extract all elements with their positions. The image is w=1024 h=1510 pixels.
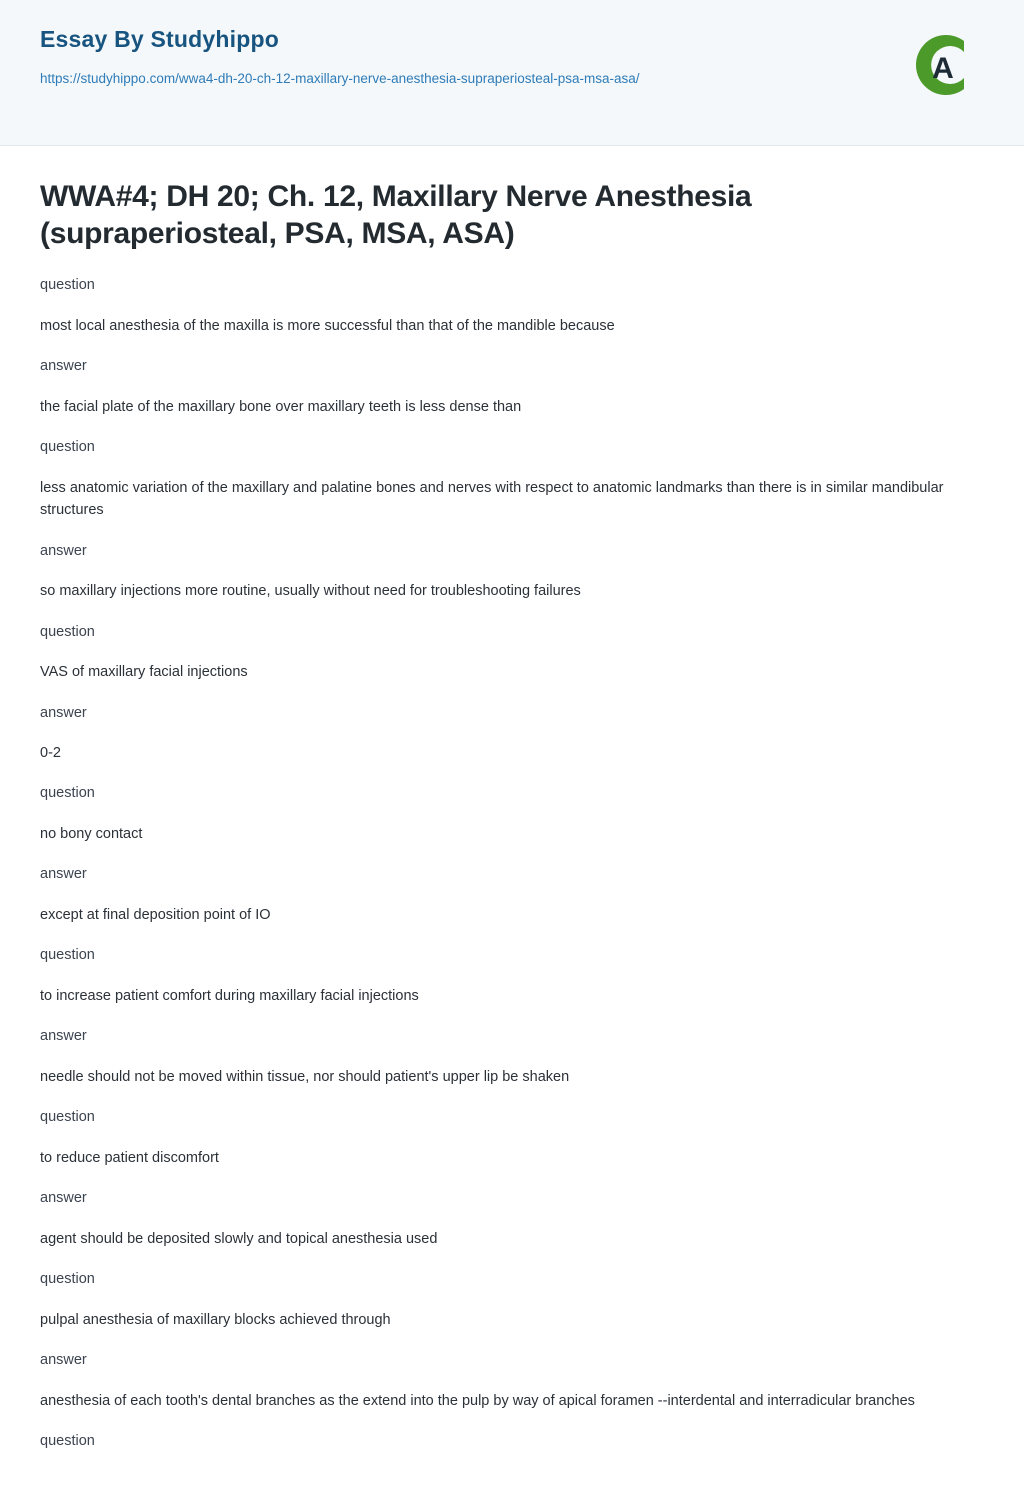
qa-label: question — [40, 785, 95, 802]
qa-label: question — [40, 439, 95, 456]
qa-text: anesthesia of each tooth's dental branches as the extend into the pulp by way of apical foramen --interdental and interradicular branches — [40, 1392, 915, 1409]
qa-label: question — [40, 623, 95, 640]
studyhippo-logo-icon — [904, 26, 982, 104]
qa-text: less anatomic variation of the maxillary and palatine bones and nerves with respect to anatomic landmarks than there is in similar mandibular structures — [40, 479, 944, 519]
svg-text:A: A — [932, 52, 954, 85]
qa-text: so maxillary injections more routine, usually without need for troubleshooting failures — [40, 583, 581, 600]
source-url-link[interactable]: https://studyhippo.com/wwa4-dh-20-ch-12-maxillary-nerve-anesthesia-supraperiosteal-psa-msa-asa/ — [40, 70, 640, 86]
qa-text: 0-2 — [40, 745, 61, 761]
qa-label: question — [40, 277, 95, 294]
site-brand: Essay By Studyhippo — [40, 26, 279, 52]
qa-text: no bony contact — [40, 825, 143, 842]
qa-label: answer — [40, 1028, 87, 1045]
qa-text: VAS of maxillary facial injections — [40, 664, 248, 681]
page-title: WWA#4; DH 20; Ch. 12, Maxillary Nerve Anesthesia (supraperiosteal, PSA, MSA, ASA) — [40, 180, 752, 251]
qa-text: pulpal anesthesia of maxillary blocks achieved through — [40, 1311, 391, 1328]
qa-text: to reduce patient discomfort — [40, 1149, 219, 1166]
qa-label: question — [40, 1432, 95, 1449]
qa-text: agent should be deposited slowly and topical anesthesia used — [40, 1230, 438, 1247]
qa-label: answer — [40, 1352, 87, 1369]
qa-text: except at final deposition point of IO — [40, 906, 271, 923]
qa-label: question — [40, 947, 95, 964]
qa-list — [40, 274, 984, 1452]
qa-label: answer — [40, 704, 87, 721]
qa-text: the facial plate of the maxillary bone over maxillary teeth is less dense than — [40, 398, 522, 415]
qa-label: question — [40, 1271, 95, 1288]
qa-text: needle should not be moved within tissue, nor should patient's upper lip be shaken — [40, 1068, 570, 1085]
document-content — [0, 146, 1024, 1510]
qa-label: answer — [40, 866, 87, 883]
qa-label: question — [40, 1109, 95, 1126]
qa-label: answer — [40, 358, 87, 375]
qa-label: answer — [40, 542, 87, 559]
qa-text: to increase patient comfort during maxillary facial injections — [40, 987, 419, 1004]
qa-text: most local anesthesia of the maxilla is more successful than that of the mandible because — [40, 317, 615, 334]
qa-label: answer — [40, 1190, 87, 1207]
page-header — [0, 0, 1024, 146]
